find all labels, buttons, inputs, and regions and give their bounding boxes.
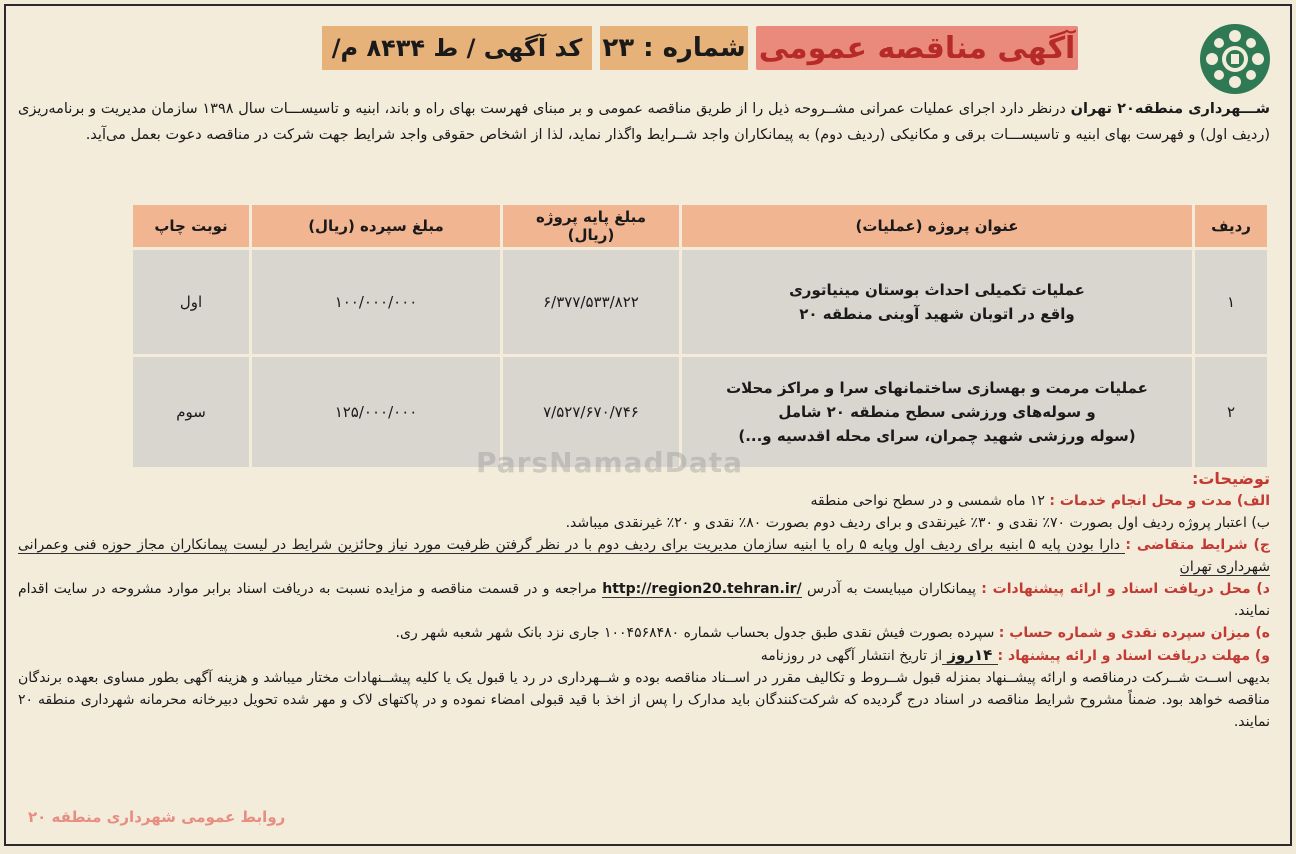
region20-link[interactable]: http://region20.tehran.ir/ — [602, 581, 802, 597]
note-d-label: د) محل دریافت اسناد و ارائه پیشنهادات : — [981, 581, 1270, 597]
project-title — [682, 357, 1192, 467]
ad-code: کد آگهی / ط ۸۴۳۴ م/ — [322, 26, 592, 70]
ad-number: شماره : ۲۳ — [600, 26, 748, 70]
print-turn: سوم — [133, 357, 249, 467]
note-c-label: ج) شرایط متقاضی : — [1125, 537, 1270, 553]
row-number: ۱ — [1195, 250, 1267, 354]
base-amount: ۶/۳۷۷/۵۳۳/۸۲۲ — [503, 250, 679, 354]
print-turn: اول — [133, 250, 249, 354]
notes-heading: توضیحات: — [1191, 469, 1270, 488]
col-header-base: مبلغ پایه پروژه (ریال) — [503, 205, 679, 247]
notes-section — [18, 468, 1270, 733]
note-f — [18, 644, 1270, 667]
deposit-amount: ۱۰۰/۰۰۰/۰۰۰ — [252, 250, 500, 354]
table-row — [133, 250, 1267, 354]
intro-paragraph — [18, 96, 1270, 148]
intro-text: درنظر دارد اجرای عملیات عمرانی مشــروحه ذیل را از طریق مناقصه عمومی و بر مبنای فهرست بهای راه و باند، ابنیه و تاسیســـات سال ۱۳۹۸ سازمان مدیریت و برنامه‌ریزی (ردیف اول) و فهرست بهای ابنیه و تاسیســـات برقی و مکانیکی (ردیف دوم) به پیمانکاران واجد شــرایط واگذار نماید، لذا از اشخاص حقوقی واجد شرایط جهت شرکت در مناقصه دعوت بعمل می‌آید. — [18, 101, 1270, 143]
project-title — [682, 250, 1192, 354]
public-relations-signature: روابط عمومی شهرداری منطقه ۲۰ — [28, 808, 286, 826]
project-title-line: و سوله‌های ورزشی سطح منطقه ۲۰ شامل — [778, 403, 1096, 421]
deposit-amount: ۱۲۵/۰۰۰/۰۰۰ — [252, 357, 500, 467]
col-header-title: عنوان پروژه (عملیات) — [682, 205, 1192, 247]
note-c-text: دارا بودن پایه ۵ ابنیه برای ردیف اول وپایه ۵ راه یا ابنیه سازمان مدیریت برای ردیف دوم با در نظر گرفتن ظرفیت مورد نیاز وحائزین شرایط در لیست پیمانکاران مجاز حوزه فنی وعمرانی شهرداری تهران — [18, 537, 1270, 575]
project-title-line: عملیات مرمت و بهسازی ساختمانهای سرا و مراکز محلات — [726, 379, 1148, 397]
project-title-line: واقع در اتوبان شهید آوینی منطقه ۲۰ — [799, 305, 1075, 323]
watermark: ParsNamadData — [476, 446, 743, 479]
note-f-text: از تاریخ انتشار آگهی در روزنامه — [760, 648, 943, 664]
note-d-text-2: مراجعه و در قسمت مناقصه و مزایده نسبت به دریافت اسناد برابر موارد مشروحه در سایت اقدام نمایند. — [18, 581, 1270, 619]
note-c — [18, 534, 1270, 578]
ad-title-banner: آگهی مناقصه عمومی — [756, 26, 1078, 70]
header — [20, 20, 1276, 92]
project-title-line: (سوله ورزشی شهید چمران، سرای محله اقدسیه و...) — [738, 427, 1136, 445]
col-header-deposit: مبلغ سپرده (ریال) — [252, 205, 500, 247]
note-e-label: ه) میزان سپرده نقدی و شماره حساب : — [998, 625, 1270, 641]
note-d-text: پیمانکاران میبایست به آدرس — [801, 581, 982, 597]
note-f-days: ۱۴روز — [942, 646, 998, 664]
ad-page — [4, 4, 1292, 846]
table-header-row — [133, 205, 1267, 247]
note-b: ب) اعتبار پروژه ردیف اول بصورت ۷۰٪ نقدی و ۳۰٪ غیرنقدی و برای ردیف دوم بصورت ۸۰٪ نقدی و ۲۰٪ غیرنقدی میباشد. — [565, 515, 1270, 531]
col-header-print: نوبت چاپ — [133, 205, 249, 247]
note-e — [18, 622, 1270, 644]
note-a-text: ۱۲ ماه شمسی و در سطح نواحی منطقه — [810, 493, 1050, 509]
note-e-text: سپرده بصورت فیش نقدی طبق جدول بحساب شماره ۱۰۰۴۵۶۸۴۸۰ جاری نزد بانک شهر شعبه شهر ری. — [395, 625, 999, 641]
note-d — [18, 578, 1270, 622]
note-f-label: و) مهلت دریافت اسناد و ارائه پیشنهاد : — [997, 648, 1270, 664]
note-a — [18, 490, 1270, 512]
intro-org: شـــهرداری منطقه۲۰ تهران — [1070, 101, 1271, 117]
col-header-row: ردیف — [1195, 205, 1267, 247]
row-number: ۲ — [1195, 357, 1267, 467]
tehran-municipality-logo-icon — [1200, 24, 1270, 94]
tender-table — [130, 202, 1270, 470]
project-title-line: عملیات تکمیلی احداث بوستان مینیاتوری — [789, 281, 1085, 299]
note-a-label: الف) مدت و محل انجام خدمات : — [1049, 493, 1270, 509]
closing-paragraph: بدیهی اســت شــرکت درمناقصه و ارائه پیشــنهاد بمنزله قبول شــروط و تکالیف مقرر در اســناد مناقصه بوده و شــهرداری در رد یا قبول یک یا کلیه پیشــنهادات مختار میباشد و هزینه آگهی بطور مساوی بعهده برندگان مناقصه خواهد بود. ضمناً مشروح شرایط مناقصه در اسناد درج گردیده که شرکت‌کنندگان باید مدارک را پس از اخذ با قید قبولی امضاء نموده و در پاکتهای لاک و مهر شده تحویل دبیرخانه محرمانه شهرداری منطقه ۲۰ نمایند. — [18, 670, 1270, 730]
base-amount: ۷/۵۲۷/۶۷۰/۷۴۶ — [503, 357, 679, 467]
